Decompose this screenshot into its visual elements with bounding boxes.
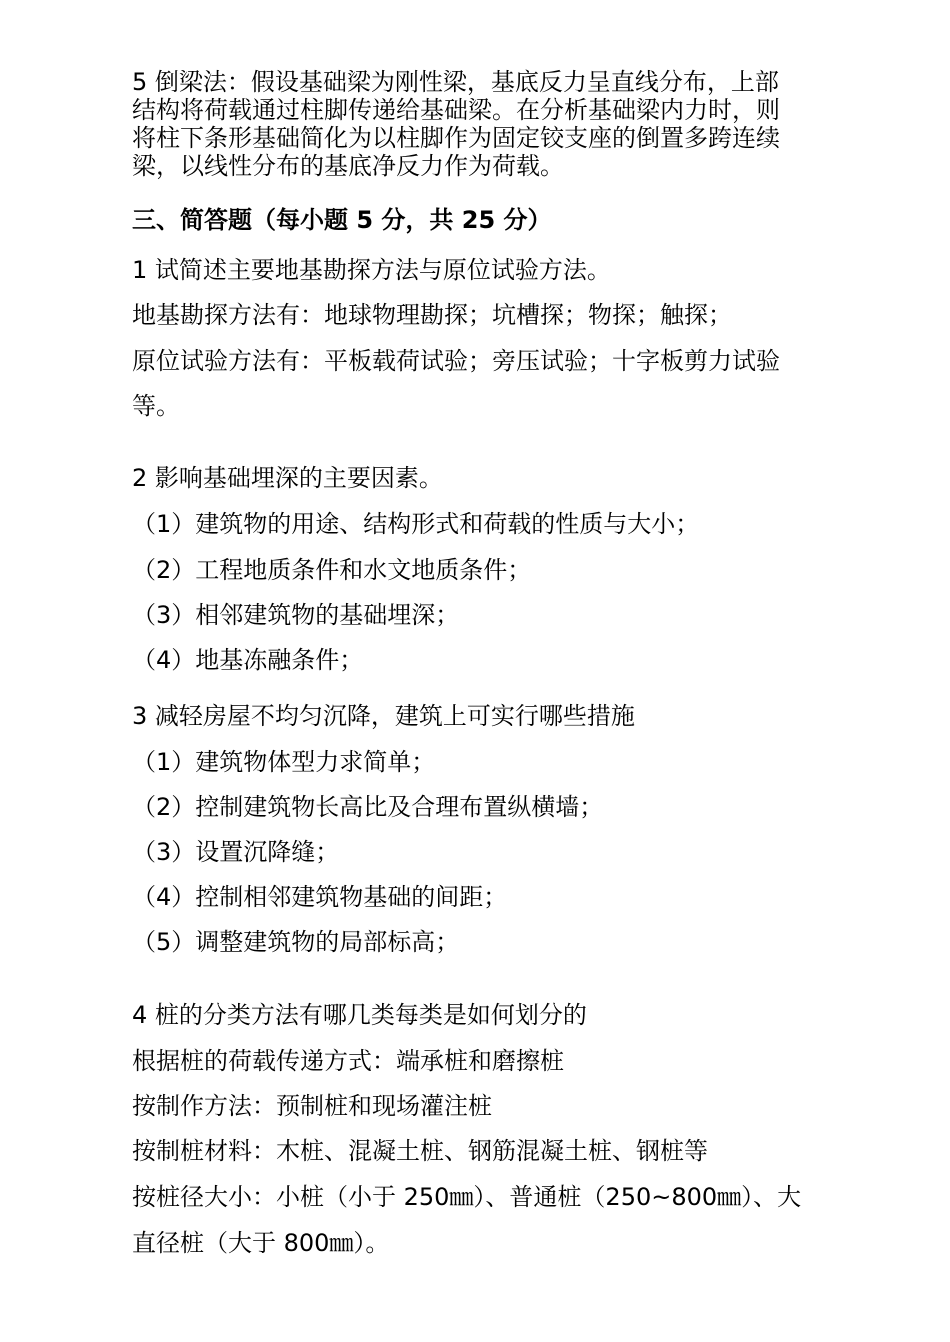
answer-line: 地基勘探方法有：地球物理勘探；坑槽探；物探；触探； [132, 301, 732, 329]
question-1: 1 试简述主要地基勘探方法与原位试验方法。 [132, 256, 611, 284]
question-2: 2 影响基础埋深的主要因素。 [132, 464, 443, 492]
answer-line: 按制桩材料：木桩、混凝土桩、钢筋混凝土桩、钢桩等 [132, 1137, 708, 1165]
list-item: （3）设置沉降缝； [132, 838, 340, 866]
list-item: （1）建筑物体型力求简单； [132, 748, 436, 776]
section-heading: 三、简答题（每小题 5 分，共 25 分） [132, 206, 552, 234]
paragraph-line: 5 倒梁法：假设基础梁为刚性梁，基底反力呈直线分布，上部 [132, 68, 779, 96]
paragraph-line: 将柱下条形基础简化为以柱脚作为固定铰支座的倒置多跨连续 [132, 124, 780, 152]
answer-line: 按制作方法：预制桩和现场灌注桩 [132, 1092, 492, 1120]
list-item: （4）控制相邻建筑物基础的间距； [132, 883, 508, 911]
question-4: 4 桩的分类方法有哪几类每类是如何划分的 [132, 1001, 587, 1029]
list-item: （2）控制建筑物长高比及合理布置纵横墙； [132, 793, 604, 821]
list-item: （1）建筑物的用途、结构形式和荷载的性质与大小； [132, 510, 700, 538]
paragraph-line: 梁，以线性分布的基底净反力作为荷载。 [132, 152, 564, 180]
answer-line: 等。 [132, 392, 180, 420]
list-item: （3）相邻建筑物的基础埋深； [132, 601, 460, 629]
answer-line: 按桩径大小：小桩（小于 250㎜）、普通桩（250~800㎜）、大 [132, 1183, 802, 1211]
answer-line: 直径桩（大于 800㎜）。 [132, 1229, 390, 1257]
answer-line: 原位试验方法有：平板载荷试验；旁压试验；十字板剪力试验 [132, 347, 780, 375]
question-3: 3 减轻房屋不均匀沉降，建筑上可实行哪些措施 [132, 702, 635, 730]
answer-line: 根据桩的荷载传递方式：端承桩和磨擦桩 [132, 1047, 564, 1075]
list-item: （5）调整建筑物的局部标高； [132, 928, 460, 956]
list-item: （4）地基冻融条件； [132, 646, 364, 674]
paragraph-line: 结构将荷载通过柱脚传递给基础梁。在分析基础梁内力时，则 [132, 96, 780, 124]
list-item: （2）工程地质条件和水文地质条件； [132, 556, 532, 584]
